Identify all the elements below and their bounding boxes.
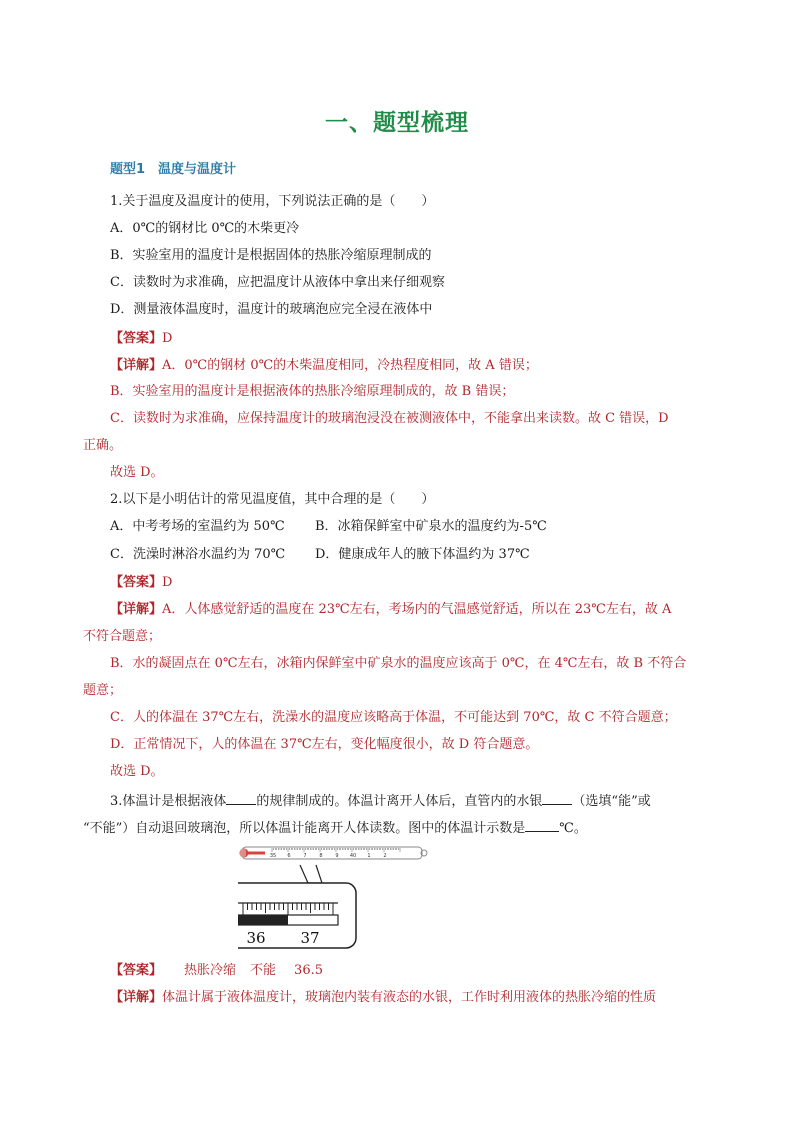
q2-option-b: B．冰箱保鲜室中矿泉水的温度约为-5℃ [315,519,547,534]
q2-explain-1b: 不符合题意； [83,629,162,644]
q2-option-a: A．中考考场的室温约为 50℃ [110,519,285,534]
fill-blank-3[interactable] [525,819,559,832]
q1-explain-2: B．实验室用的温度计是根据液体的热胀冷缩原理制成的，故 B 错误； [110,384,515,399]
q2-stem: 2.以下是小明估计的常见温度值，其中合理的是（ ） [110,492,435,507]
q2-explain-2b: 题意； [83,683,123,698]
callout-pointer [300,865,322,883]
zoom-scale-label: 37 [300,929,320,947]
thermometer-scale-label: 2 [383,853,387,859]
thermometer-ticks [272,848,400,852]
q1-option-b: B．实验室用的温度计是根据固体的热胀冷缩原理制成的 [110,248,432,263]
zoom-scale-label: 36 [246,929,266,947]
thermometer-scale-label: 9 [335,853,339,859]
explain-text: A．人体感觉舒适的温度在 23℃左右，考场内的气温感觉舒适，所以在 23℃左右，故 A [162,602,672,617]
answer-value-1: 热胀冷缩 [184,963,237,978]
answer-label: 【答案】 [110,575,163,590]
q1-explain-3b: 正确。 [83,438,123,453]
q1-stem: 1.关于温度及温度计的使用，下列说法正确的是（ ） [110,194,435,209]
q1-final: 故选 D。 [110,465,164,480]
answer-label: 【答案】 [110,963,163,978]
q1-answer [110,330,172,348]
explain-label: 【详解】 [110,990,163,1005]
q3-stem-1 [110,792,651,811]
thermometer-scale-label: 7 [303,853,307,859]
q3-stem-part: “不能”）自动退回玻璃泡，所以体温计能离开人体读数。图中的体温计示数是 [83,821,526,836]
q3-stem-2 [83,819,587,838]
q1-explain-3a: C．读数时为求准确，应保持温度计的玻璃泡浸没在被测液体中，不能拿出来读数。故 C 错误，D [110,411,669,426]
explain-label: 【详解】 [110,358,163,373]
q2-option-d: D．健康成年人的腋下体温约为 37℃ [315,547,530,562]
q3-stem-part: 的规律制成的。体温计离开人体后，直管内的水银 [256,794,543,809]
q2-explain-4: D．正常情况下，人的体温在 37℃左右，变化幅度很小，故 D 符合题意。 [110,737,539,752]
zoom-mercury-column [238,915,288,925]
page-title: 一、题型梳理 [325,110,469,136]
explain-label: 【详解】 [110,602,163,617]
q2-answer [110,574,172,592]
answer-value: D [162,575,173,590]
fill-blank-2[interactable] [542,792,572,805]
thermometer-figure [238,843,428,953]
bulb-glass [240,849,246,857]
q2-explain-3: C．人的体温在 37℃左右，洗澡水的温度应该略高于体温，不可能达到 70℃，故 C 不符合题意； [110,710,677,725]
q3-stem-part: 3.体温计是根据液体 [110,794,227,809]
q3-answer [110,962,323,980]
q3-stem-part: （选填“能”或 [572,794,651,809]
q1-option-c: C．读数时为求准确，应把温度计从液体中拿出来仔细观察 [110,275,445,290]
q3-explain-1 [110,989,656,1007]
section-heading: 题型1 温度与温度计 [110,162,237,177]
fill-blank-1[interactable] [226,792,256,805]
answer-value: D [162,331,173,346]
q1-option-d: D．测量液体温度时，温度计的玻璃泡应完全浸在液体中 [110,302,433,317]
explain-text: 体温计属于液体温度计，玻璃泡内装有液态的水银，工作时利用液体的热胀冷缩的性质 [162,990,657,1005]
thermometer-scale-label: 40 [349,853,357,859]
answer-value-3: 36.5 [294,963,323,978]
answer-value-2: 不能 [250,963,277,978]
q1-explain-1 [110,357,538,375]
q2-options-row2 [110,546,530,564]
q2-explain-1a [110,601,671,619]
answer-label: 【答案】 [110,331,163,346]
q2-option-c: C．洗澡时淋浴水温约为 70℃ [110,547,286,562]
q2-final: 故选 D。 [110,764,164,779]
explain-text: A．0℃的钢材 0℃的木柴温度相同，冷热程度相同，故 A 错误； [162,358,538,373]
thermometer-scale-label: 6 [287,853,291,859]
thermometer-scale-label: 1 [367,853,371,859]
q2-options-row1 [110,518,547,536]
mercury-column [247,852,265,855]
thermometer-scale-labels [270,853,387,859]
q3-stem-part: ℃。 [559,821,587,836]
q1-option-a: A．0℃的钢材比 0℃的木柴更冷 [110,221,300,236]
thermometer-scale-label: 8 [319,853,323,859]
q2-explain-2a: B．水的凝固点在 0℃左右，冰箱内保鲜室中矿泉水的温度应该高于 0℃，在 4℃左右，故 B 不符合 [110,656,687,671]
thermometer [240,847,428,859]
thermometer-scale-label: 35 [269,853,277,859]
